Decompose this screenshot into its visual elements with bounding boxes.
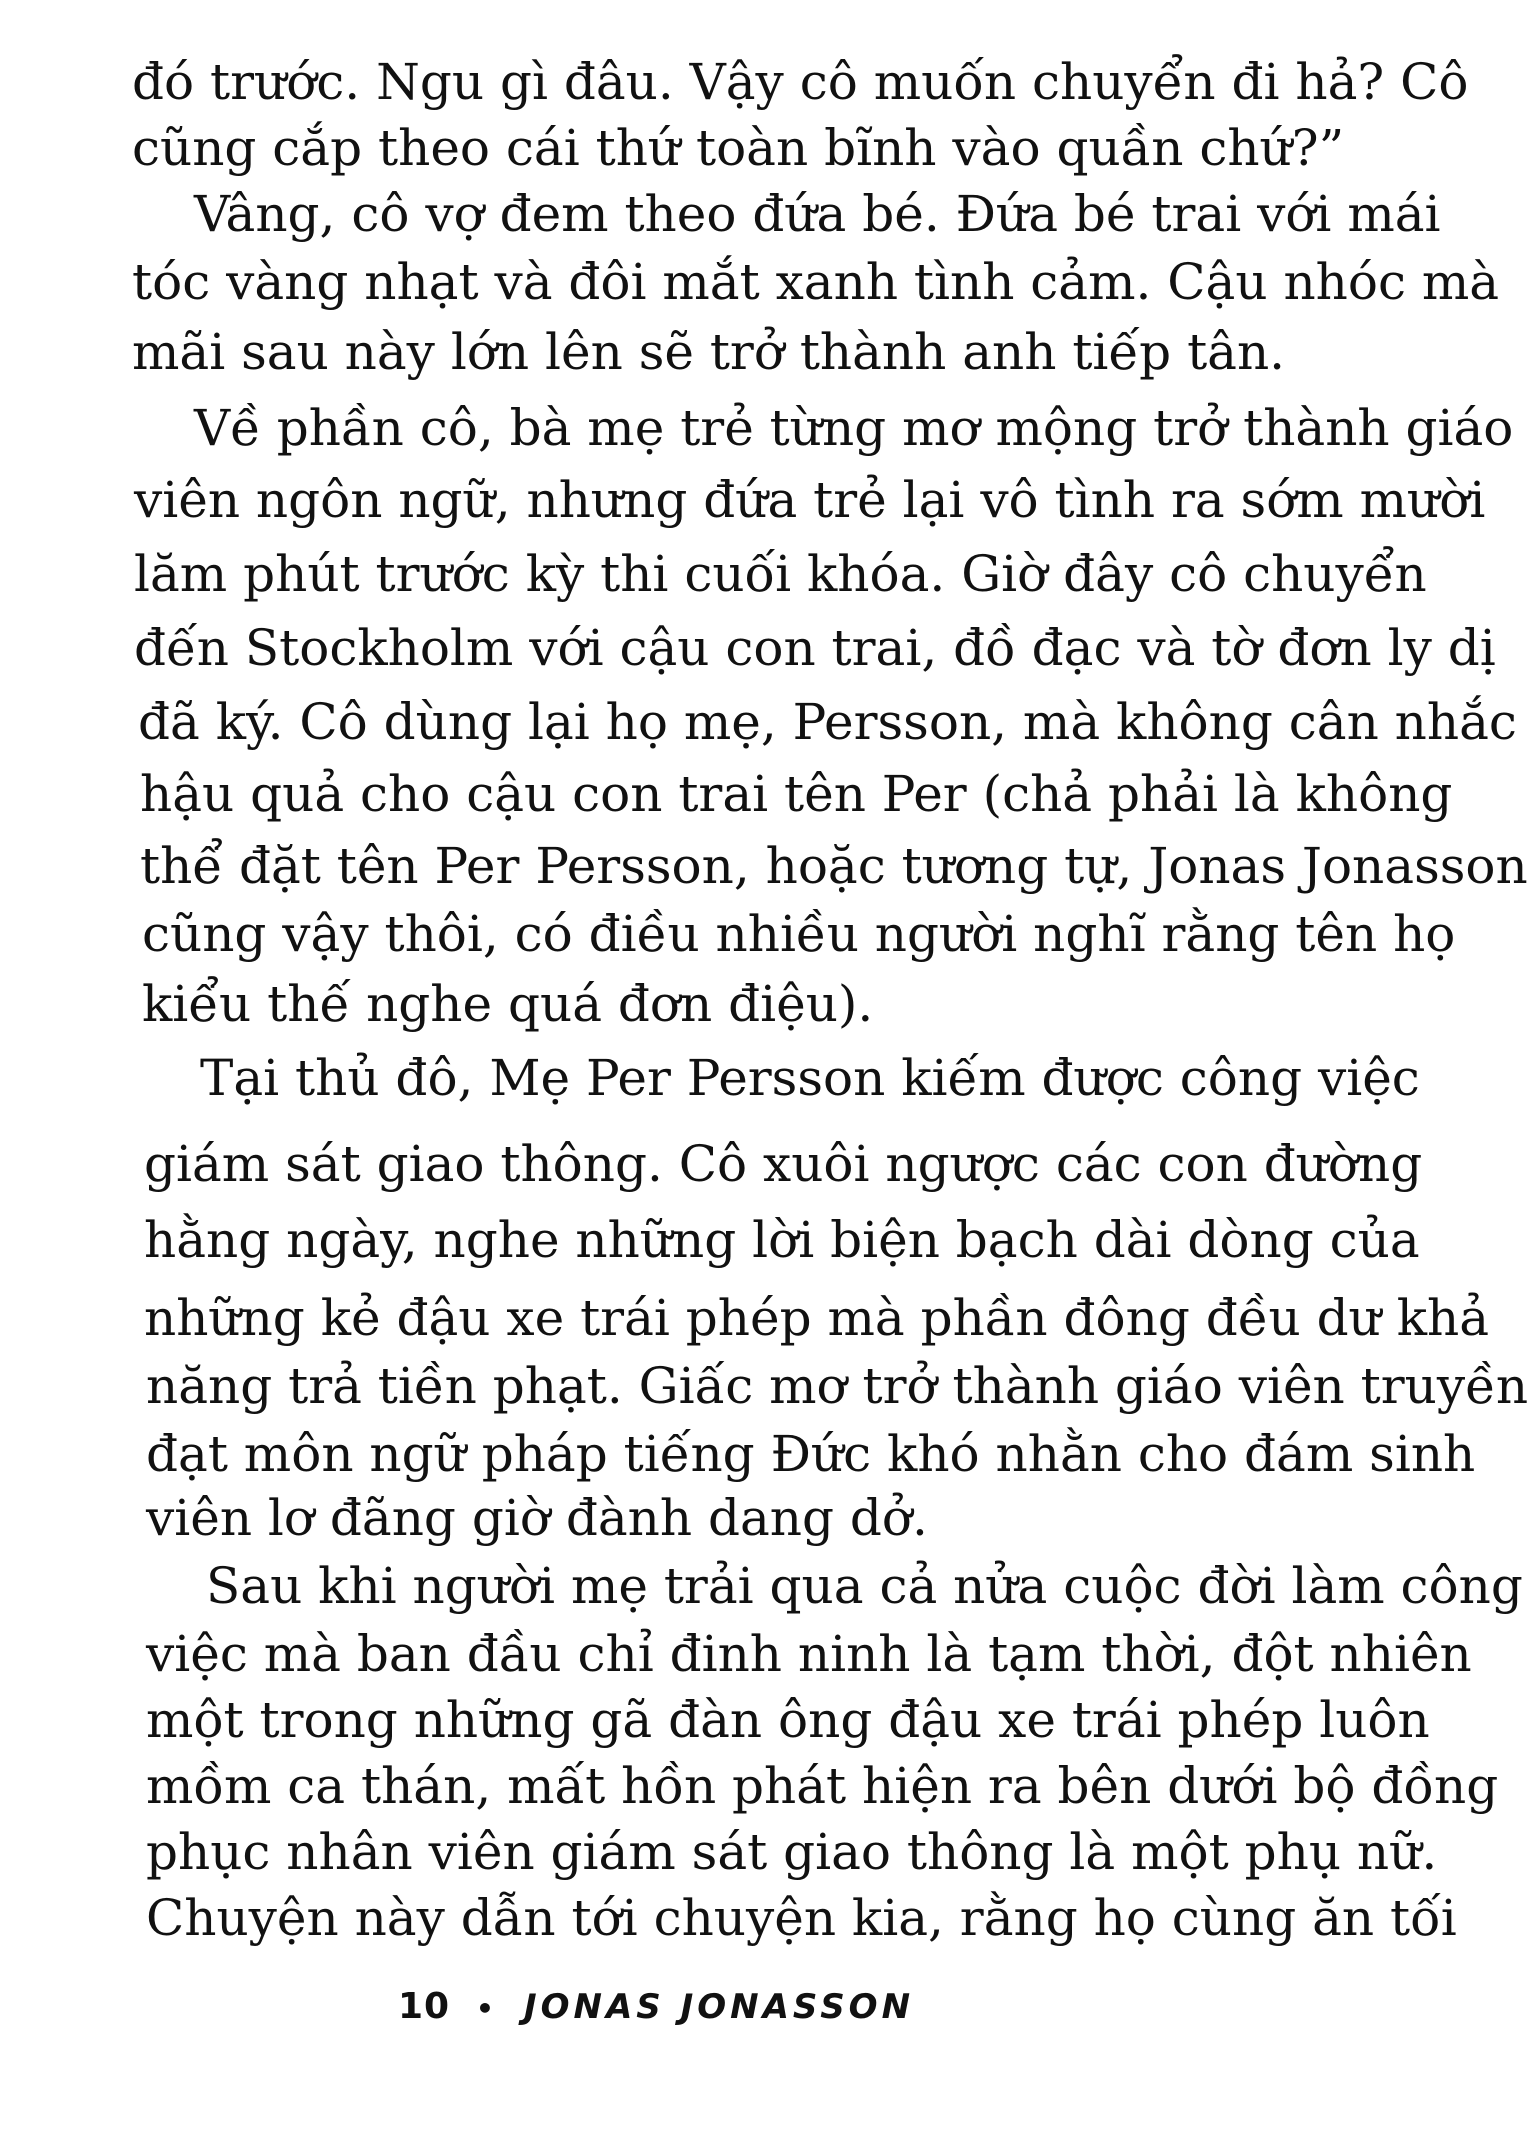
text-line: tóc vàng nhạt và đôi mắt xanh tình cảm. Cậu nhóc mà <box>132 253 1500 311</box>
text-line: năng trả tiền phạt. Giấc mơ trở thành giáo viên truyền <box>146 1357 1528 1415</box>
paragraph-first-line: Tại thủ đô, Mẹ Per Persson kiếm được công việc <box>200 1049 1420 1107</box>
text-line: đó trước. Ngu gì đâu. Vậy cô muốn chuyển đi hả? Cô <box>132 53 1469 111</box>
text-line: kiểu thế nghe quá đơn điệu). <box>142 975 874 1033</box>
text-line: mồm ca thán, mất hồn phát hiện ra bên dưới bộ đồng <box>146 1757 1499 1815</box>
paragraph-first-line: Vâng, cô vợ đem theo đứa bé. Đứa bé trai với mái <box>194 185 1441 243</box>
text-line: hậu quả cho cậu con trai tên Per (chả phải là không <box>140 765 1453 823</box>
text-line: giám sát giao thông. Cô xuôi ngược các con đường <box>144 1135 1423 1193</box>
text-line: cũng cắp theo cái thứ toàn bĩnh vào quần chứ?” <box>132 119 1345 177</box>
text-line: những kẻ đậu xe trái phép mà phần đông đều dư khả <box>144 1289 1490 1347</box>
page-footer <box>0 1984 1312 2032</box>
text-line: thể đặt tên Per Persson, hoặc tương tự, Jonas Jonasson <box>140 837 1528 895</box>
text-line: Chuyện này dẫn tới chuyện kia, rằng họ cùng ăn tối <box>146 1889 1457 1947</box>
text-line: lăm phút trước kỳ thi cuối khóa. Giờ đây cô chuyển <box>134 545 1427 603</box>
text-line: đạt môn ngữ pháp tiếng Đức khó nhằn cho đám sinh <box>146 1425 1476 1483</box>
text-line: mãi sau này lớn lên sẽ trở thành anh tiếp tân. <box>132 323 1286 381</box>
running-head-author: JONAS JONASSON <box>523 1987 915 2027</box>
text-line: việc mà ban đầu chỉ đinh ninh là tạm thời, đột nhiên <box>146 1625 1472 1683</box>
paragraph-first-line: Sau khi người mẹ trải qua cả nửa cuộc đời làm công <box>206 1557 1523 1615</box>
page-number: 10 <box>397 1986 451 2027</box>
text-line: viên ngôn ngữ, nhưng đứa trẻ lại vô tình ra sớm mười <box>134 471 1486 529</box>
text-line: phục nhân viên giám sát giao thông là một phụ nữ. <box>146 1823 1438 1881</box>
text-line: một trong những gã đàn ông đậu xe trái phép luôn <box>146 1691 1430 1749</box>
separator-bullet: • <box>476 1991 498 2025</box>
text-line: viên lơ đãng giờ đành dang dở. <box>146 1489 928 1547</box>
paragraph-first-line: Về phần cô, bà mẹ trẻ từng mơ mộng trở thành giáo <box>194 399 1514 457</box>
text-line: cũng vậy thôi, có điều nhiều người nghĩ rằng tên họ <box>142 905 1456 963</box>
text-line: đến Stockholm với cậu con trai, đồ đạc và tờ đơn ly dị <box>134 619 1496 677</box>
text-line: đã ký. Cô dùng lại họ mẹ, Persson, mà không cân nhắc <box>138 693 1517 751</box>
text-line: hằng ngày, nghe những lời biện bạch dài dòng của <box>144 1211 1420 1269</box>
